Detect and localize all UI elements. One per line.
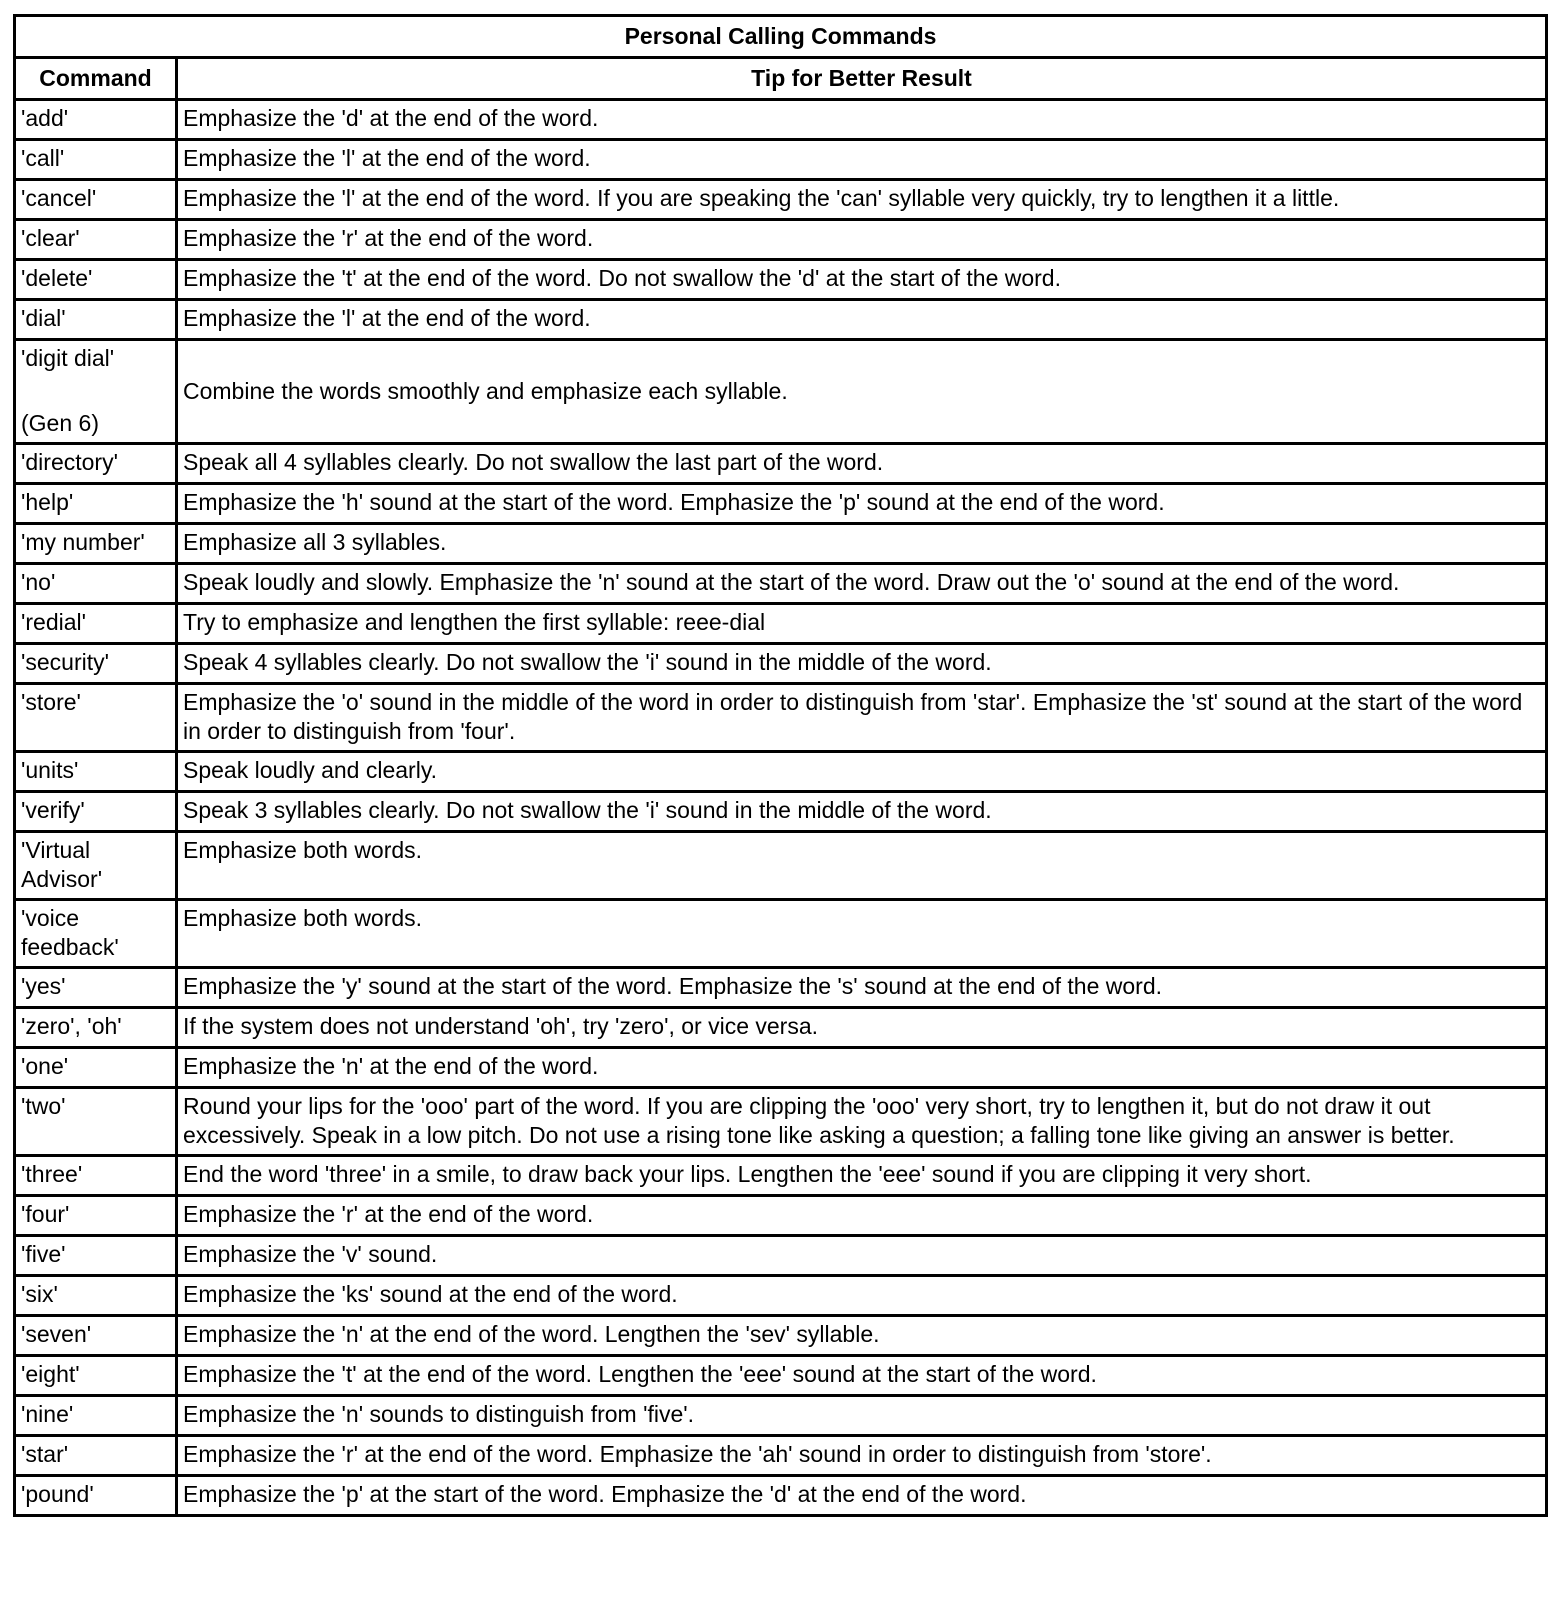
command-text: 'units' — [21, 757, 79, 783]
command-cell — [15, 752, 177, 792]
tip-cell: Emphasize the 'l' at the end of the word. — [177, 300, 1547, 340]
command-cell — [15, 1008, 177, 1048]
command-text: 'help' — [21, 489, 74, 515]
command-cell — [15, 1476, 177, 1516]
command-cell — [15, 684, 177, 752]
command-cell — [15, 260, 177, 300]
table-row — [15, 444, 1547, 484]
command-text: 'my number' — [21, 529, 145, 555]
command-cell — [15, 100, 177, 140]
tip-cell: Emphasize the 't' at the end of the word. Lengthen the 'eee' sound at the start of the word. — [177, 1356, 1547, 1396]
table-row — [15, 524, 1547, 564]
tip-cell: Emphasize the 't' at the end of the word. Do not swallow the 'd' at the start of the word. — [177, 260, 1547, 300]
command-text: 'clear' — [21, 225, 80, 251]
tip-cell: Emphasize the 'o' sound in the middle of the word in order to distinguish from 'star'. Emphasize the 'st' sound at the start of the word in order to distinguish from 'four'. — [177, 684, 1547, 752]
tip-cell: Speak 3 syllables clearly. Do not swallow the 'i' sound in the middle of the word. — [177, 792, 1547, 832]
tip-cell: If the system does not understand 'oh', try 'zero', or vice versa. — [177, 1008, 1547, 1048]
table-row — [15, 752, 1547, 792]
tip-cell: Emphasize the 'n' at the end of the word. Lengthen the 'sev' syllable. — [177, 1316, 1547, 1356]
tip-cell: Speak all 4 syllables clearly. Do not swallow the last part of the word. — [177, 444, 1547, 484]
table-row — [15, 792, 1547, 832]
command-cell — [15, 1088, 177, 1156]
command-cell — [15, 1196, 177, 1236]
command-cell — [15, 180, 177, 220]
command-text: 'seven' — [21, 1321, 92, 1347]
tip-cell: Emphasize the 'd' at the end of the word. — [177, 100, 1547, 140]
command-text: 'four' — [21, 1201, 70, 1227]
table-row — [15, 100, 1547, 140]
tip-cell: Emphasize the 'h' sound at the start of the word. Emphasize the 'p' sound at the end of the word. — [177, 484, 1547, 524]
header-tip: Tip for Better Result — [177, 58, 1547, 100]
tip-cell: Emphasize both words. — [177, 832, 1547, 900]
command-text: 'star' — [21, 1441, 69, 1467]
command-cell — [15, 1236, 177, 1276]
command-cell — [15, 968, 177, 1008]
command-cell — [15, 1276, 177, 1316]
command-cell — [15, 524, 177, 564]
command-text: 'digit dial' — [21, 345, 115, 371]
command-cell — [15, 900, 177, 968]
title-row — [15, 16, 1547, 58]
tip-cell: Speak loudly and clearly. — [177, 752, 1547, 792]
table-row — [15, 968, 1547, 1008]
command-text: 'one' — [21, 1053, 69, 1079]
tip-cell: End the word 'three' in a smile, to draw back your lips. Lengthen the 'eee' sound if you are clipping it very short. — [177, 1156, 1547, 1196]
table-row — [15, 140, 1547, 180]
command-text: 'Virtual Advisor' — [21, 837, 103, 892]
table-row — [15, 1356, 1547, 1396]
tip-cell: Emphasize the 'n' at the end of the word. — [177, 1048, 1547, 1088]
command-cell — [15, 340, 177, 444]
command-cell — [15, 1316, 177, 1356]
command-cell — [15, 832, 177, 900]
table-row — [15, 644, 1547, 684]
command-cell — [15, 792, 177, 832]
command-text: 'store' — [21, 689, 81, 715]
table-title: Personal Calling Commands — [15, 16, 1547, 58]
command-text: 'zero', 'oh' — [21, 1013, 122, 1039]
tip-cell: Speak 4 syllables clearly. Do not swallow the 'i' sound in the middle of the word. — [177, 644, 1547, 684]
command-text: 'delete' — [21, 265, 93, 291]
table-row — [15, 1276, 1547, 1316]
command-cell — [15, 644, 177, 684]
command-cell — [15, 1396, 177, 1436]
document-page — [13, 14, 1545, 1517]
command-text: 'three' — [21, 1161, 83, 1187]
table-row — [15, 832, 1547, 900]
tip-cell: Emphasize all 3 syllables. — [177, 524, 1547, 564]
tip-cell: Round your lips for the 'ooo' part of the word. If you are clipping the 'ooo' very short, try to lengthen it, but do not draw it out excessively. Speak in a low pitch. Do not use a rising tone like asking a question; a falling tone like giving an answer is better. — [177, 1088, 1547, 1156]
table-row — [15, 1088, 1547, 1156]
table-body — [15, 100, 1547, 1516]
command-text: 'directory' — [21, 449, 118, 475]
table-row — [15, 180, 1547, 220]
command-text: 'yes' — [21, 973, 66, 999]
command-text: 'security' — [21, 649, 110, 675]
tip-cell: Emphasize both words. — [177, 900, 1547, 968]
command-text: 'dial' — [21, 305, 66, 331]
table-row — [15, 300, 1547, 340]
tip-cell: Emphasize the 'y' sound at the start of the word. Emphasize the 's' sound at the end of the word. — [177, 968, 1547, 1008]
tip-cell: Emphasize the 'l' at the end of the word. If you are speaking the 'can' syllable very quickly, try to lengthen it a little. — [177, 180, 1547, 220]
header-row — [15, 58, 1547, 100]
tip-cell: Emphasize the 'l' at the end of the word. — [177, 140, 1547, 180]
table-row — [15, 1316, 1547, 1356]
table-row — [15, 340, 1547, 444]
table-row — [15, 220, 1547, 260]
table-row — [15, 1156, 1547, 1196]
header-command: Command — [15, 58, 177, 100]
command-cell — [15, 300, 177, 340]
command-cell — [15, 444, 177, 484]
command-cell — [15, 1156, 177, 1196]
command-text: 'six' — [21, 1281, 58, 1307]
command-cell — [15, 484, 177, 524]
table-row — [15, 604, 1547, 644]
command-note: (Gen 6) — [21, 410, 99, 436]
command-cell — [15, 220, 177, 260]
tip-cell: Emphasize the 'v' sound. — [177, 1236, 1547, 1276]
command-text: 'no' — [21, 569, 56, 595]
command-cell — [15, 1048, 177, 1088]
table-row — [15, 1008, 1547, 1048]
table-row — [15, 684, 1547, 752]
tip-cell: Emphasize the 'r' at the end of the word. Emphasize the 'ah' sound in order to distinguish from 'store'. — [177, 1436, 1547, 1476]
tip-cell: Emphasize the 'r' at the end of the word. — [177, 1196, 1547, 1236]
command-cell — [15, 604, 177, 644]
command-cell — [15, 140, 177, 180]
table-row — [15, 1476, 1547, 1516]
command-text: 'add' — [21, 105, 69, 131]
tip-cell: Emphasize the 'ks' sound at the end of the word. — [177, 1276, 1547, 1316]
command-cell — [15, 564, 177, 604]
command-text: 'redial' — [21, 609, 87, 635]
command-cell — [15, 1356, 177, 1396]
table-row — [15, 1048, 1547, 1088]
table-row — [15, 1196, 1547, 1236]
table-row — [15, 1236, 1547, 1276]
table-row — [15, 1436, 1547, 1476]
command-text: 'five' — [21, 1241, 66, 1267]
tip-cell: Try to emphasize and lengthen the first syllable: reee-dial — [177, 604, 1547, 644]
command-text: 'verify' — [21, 797, 85, 823]
table-row — [15, 260, 1547, 300]
table-row — [15, 484, 1547, 524]
command-text: 'nine' — [21, 1401, 74, 1427]
command-text: 'cancel' — [21, 185, 97, 211]
command-text: 'pound' — [21, 1481, 94, 1507]
table-row — [15, 900, 1547, 968]
command-text: 'two' — [21, 1093, 66, 1119]
command-cell — [15, 1436, 177, 1476]
commands-table — [13, 14, 1548, 1517]
table-row — [15, 1396, 1547, 1436]
command-text: 'eight' — [21, 1361, 80, 1387]
command-text: 'voice feedback' — [21, 905, 119, 960]
tip-cell: Emphasize the 'n' sounds to distinguish from 'five'. — [177, 1396, 1547, 1436]
command-text: 'call' — [21, 145, 65, 171]
tip-cell: Speak loudly and slowly. Emphasize the 'n' sound at the start of the word. Draw out the 'o' sound at the end of the word. — [177, 564, 1547, 604]
tip-cell: Combine the words smoothly and emphasize each syllable. — [177, 340, 1547, 444]
tip-cell: Emphasize the 'r' at the end of the word. — [177, 220, 1547, 260]
table-row — [15, 564, 1547, 604]
tip-cell: Emphasize the 'p' at the start of the word. Emphasize the 'd' at the end of the word. — [177, 1476, 1547, 1516]
